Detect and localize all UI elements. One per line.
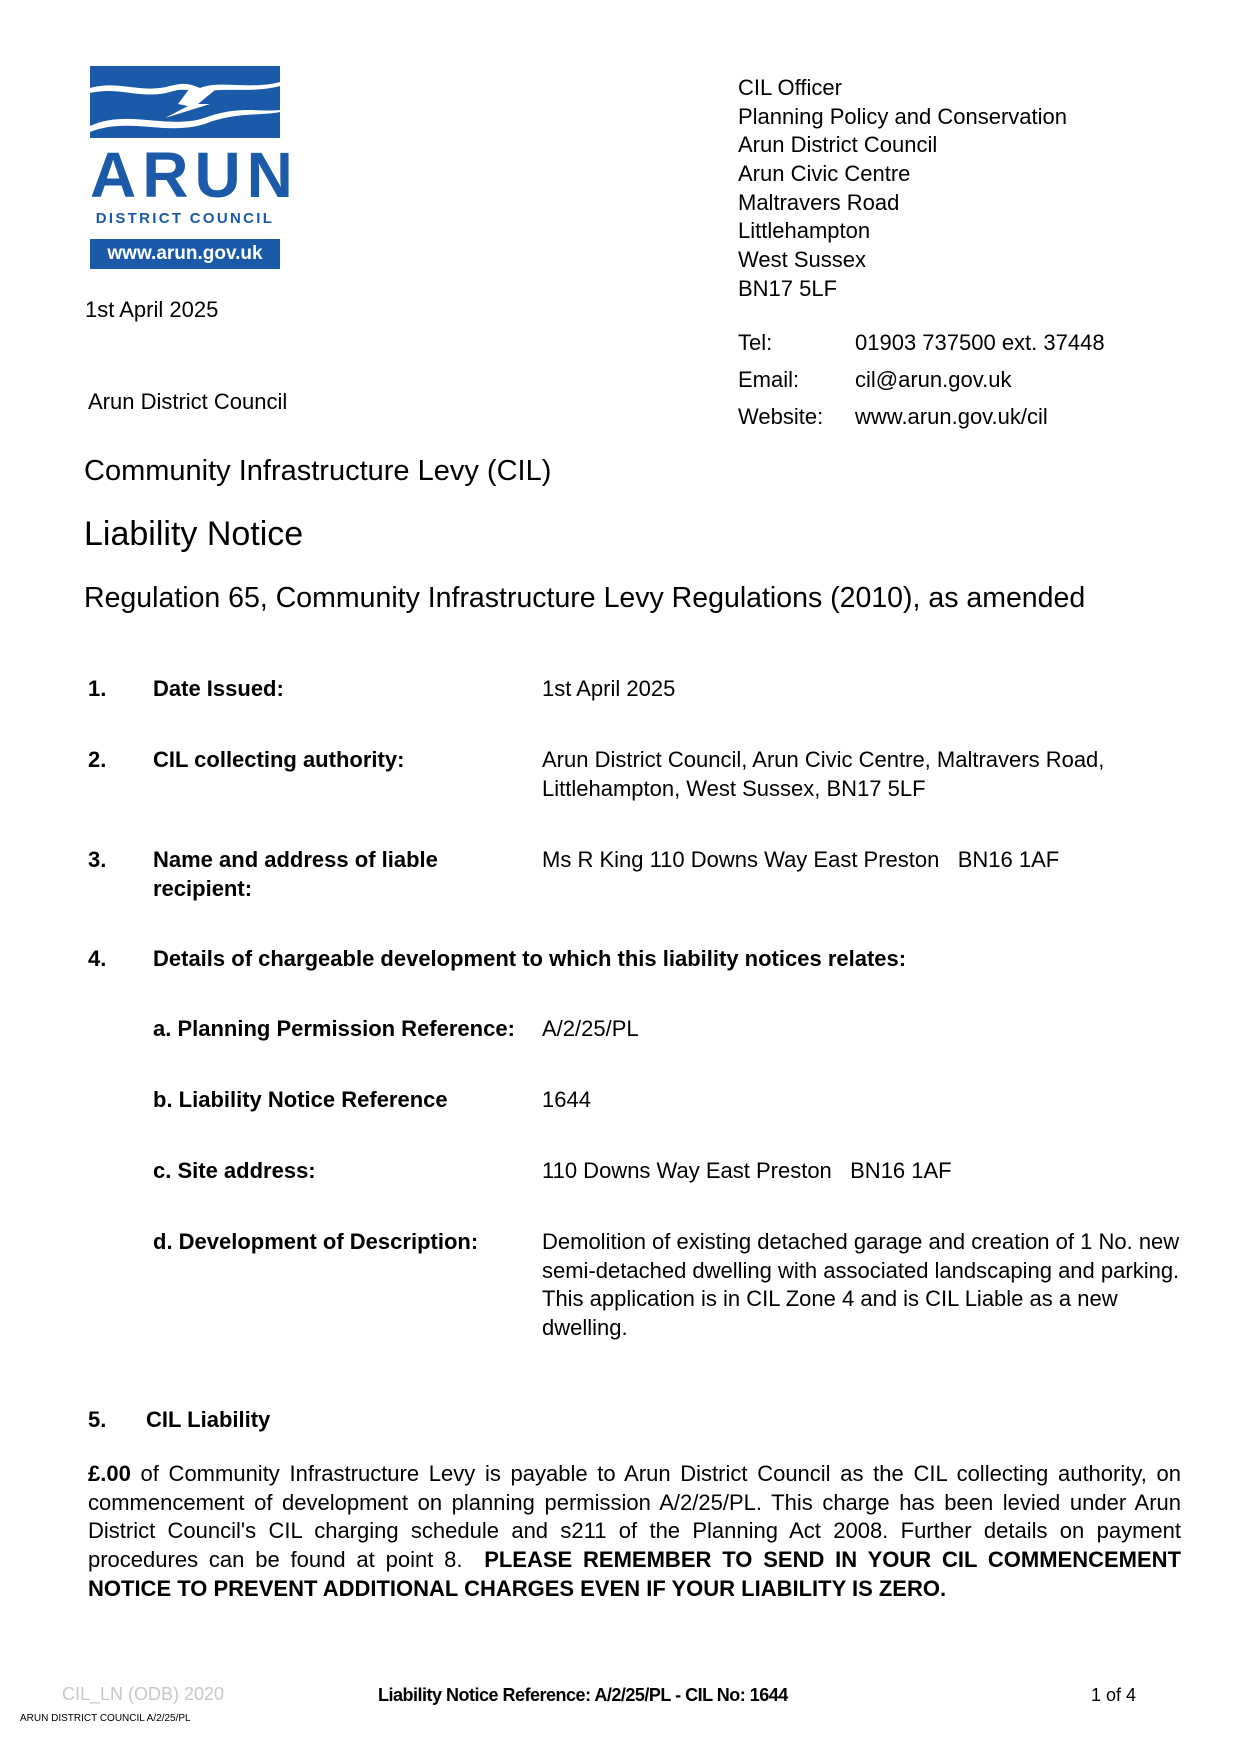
logo-name: ARUN [90, 139, 299, 211]
section-title: CIL Liability [146, 1407, 271, 1432]
subitem-label: a. Planning Permission Reference: [153, 1016, 515, 1041]
contact-tel-label: Tel: [738, 330, 773, 355]
address-line: Littlehampton [738, 218, 871, 244]
address-line: West Sussex [738, 247, 866, 273]
subitem-value: 110 Downs Way East Preston BN16 1AF [542, 1158, 952, 1183]
contact-email-label: Email: [738, 367, 800, 392]
subitem-value: A/2/25/PL [542, 1016, 639, 1041]
section-number: 5. [88, 1407, 107, 1432]
footer-form-code: CIL_LN (ODB) 2020 [62, 1684, 225, 1704]
footer-stamp: ARUN DISTRICT COUNCIL A/2/25/PL [20, 1713, 191, 1724]
item-label: Name and address of liable recipient: [153, 847, 438, 901]
item-value: 1st April 2025 [542, 676, 676, 701]
recipient: Arun District Council [88, 389, 288, 414]
heading-cil: Community Infrastructure Levy (CIL) [84, 455, 552, 487]
address-line: BN17 5LF [738, 275, 838, 301]
address-line: Arun Civic Centre [738, 161, 911, 187]
contact-website-link[interactable]: www.arun.gov.uk/cil [855, 404, 1048, 429]
address-line: CIL Officer [738, 75, 842, 100]
item-label: CIL collecting authority: [153, 747, 405, 772]
subitem-value: Demolition of existing detached garage and creation of 1 No. new semi-detached dwelling with associated landscaping and parking. This application is in CIL Zone 4 and is CIL Liable as a new dwelling. [542, 1229, 1180, 1341]
heading-regulation: Regulation 65, Community Infrastructure Levy Regulations (2010), as amended [84, 582, 1086, 614]
liability-amount: £.00 [88, 1461, 131, 1486]
item-number: 3. [88, 847, 107, 872]
sender-address [738, 74, 1067, 304]
logo-gull-waves [90, 66, 280, 138]
arun-logo [90, 66, 299, 269]
logo-subtitle: DISTRICT COUNCIL [95, 210, 275, 227]
subitem-label: d. Development of Description: [153, 1229, 479, 1254]
contact-email-link[interactable]: cil@arun.gov.uk [855, 367, 1012, 392]
item-number: 4. [88, 946, 107, 971]
liability-warning: PLEASE REMEMBER TO SEND IN YOUR CIL COMMENCEMENT NOTICE TO PREVENT ADDITIONAL CHARGES EVEN IF YOUR LIABILITY IS ZERO. [88, 1547, 1182, 1601]
footer-reference: Liability Notice Reference: A/2/25/PL - CIL No: 1644 [378, 1685, 788, 1705]
page-number: 1 of 4 [1091, 1685, 1137, 1705]
subitem-value: 1644 [542, 1087, 591, 1112]
item-number: 2. [88, 747, 107, 772]
letter-date: 1st April 2025 [85, 297, 219, 322]
item-value: Ms R King 110 Downs Way East Preston BN16 1AF [542, 847, 1060, 872]
subitem-label: c. Site address: [153, 1158, 316, 1183]
liability-paragraph [88, 1460, 1188, 1604]
contact-website-label: Website: [738, 404, 824, 429]
address-line: Planning Policy and Conservation [738, 103, 1067, 129]
address-line: Maltravers Road [738, 189, 900, 215]
item-value: Arun District Council, Arun Civic Centre, Maltravers Road, Littlehampton, West Sussex, BN17 5LF [542, 747, 1105, 801]
contact-tel-value: 01903 737500 ext. 37448 [855, 330, 1105, 355]
liability-text: of Community Infrastructure Levy is payable to Arun District Council as the CIL collecting authority, on commencement of development on planning permission A/2/25/PL. This charge has been levied under Arun District Council's CIL charging schedule and s211 of the Planning Act 2008. Further details on payment procedures can be found at point 8. [88, 1461, 1188, 1573]
address-line: Arun District Council [738, 132, 938, 158]
logo-url: www.arun.gov.uk [90, 239, 280, 269]
heading-liability-notice: Liability Notice [84, 515, 304, 553]
item-number: 1. [88, 676, 107, 701]
item-label: Details of chargeable development to which this liability notices relates: [153, 946, 907, 971]
subitem-label: b. Liability Notice Reference [153, 1087, 448, 1112]
item-label: Date Issued: [153, 676, 284, 701]
